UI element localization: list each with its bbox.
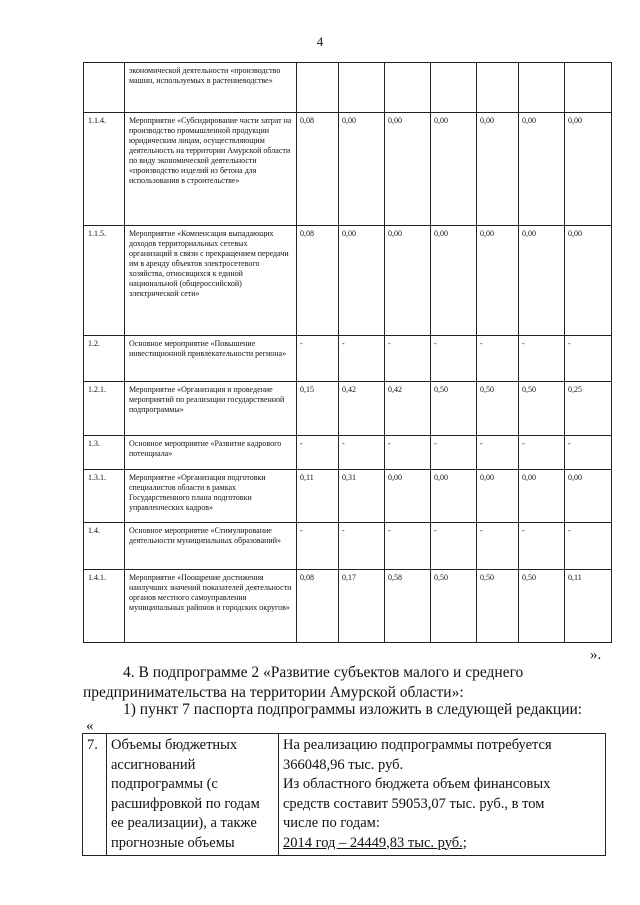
value-cell: 0,31 bbox=[339, 470, 385, 523]
budget-row bbox=[83, 734, 606, 856]
row-description-cell: Основное мероприятие «Повышение инвестиционной привлекательности региона» bbox=[125, 336, 297, 382]
budget-table bbox=[82, 733, 606, 856]
value-cell: - bbox=[339, 336, 385, 382]
table-row bbox=[84, 382, 612, 436]
budget-left-line: ее реализации), а также bbox=[111, 815, 257, 831]
indicators-table bbox=[83, 62, 612, 643]
table-row bbox=[84, 63, 612, 113]
value-cell: - bbox=[565, 436, 612, 470]
row-description-cell: Мероприятие «Компенсация выпадающих доходов территориальных сетевых организаций в связи с прекращением передачи им в аренду объектов электросетевого хозяйства, относящихся к единой национальной (общероссийской) электрической сети» bbox=[125, 226, 297, 336]
page-number: 4 bbox=[316, 34, 324, 49]
table-row bbox=[84, 113, 612, 226]
value-cell: 0,00 bbox=[565, 113, 612, 226]
value-cell: 0,00 bbox=[477, 113, 519, 226]
value-cell: 0,50 bbox=[431, 382, 477, 436]
value-cell: 0,17 bbox=[339, 570, 385, 643]
value-cell bbox=[477, 63, 519, 113]
value-cell: - bbox=[385, 436, 431, 470]
value-cell: - bbox=[477, 523, 519, 570]
value-cell: 0,50 bbox=[519, 570, 565, 643]
value-cell: - bbox=[297, 436, 339, 470]
value-cell: - bbox=[477, 436, 519, 470]
value-cell: 0,00 bbox=[431, 470, 477, 523]
value-cell: - bbox=[519, 436, 565, 470]
value-cell bbox=[339, 63, 385, 113]
value-cell: 0,42 bbox=[385, 382, 431, 436]
value-cell: - bbox=[385, 523, 431, 570]
value-cell: 0,00 bbox=[477, 470, 519, 523]
value-cell: - bbox=[431, 523, 477, 570]
budget-left-line: подпрограммы (с bbox=[111, 776, 218, 792]
value-cell: 0,00 bbox=[431, 113, 477, 226]
row-number-cell: 1.2.1. bbox=[84, 382, 125, 436]
paragraph-item-1: 1) пункт 7 паспорта подпрограммы изложить в следующей редакции: bbox=[123, 701, 583, 718]
value-cell: - bbox=[339, 523, 385, 570]
value-cell: 0,00 bbox=[385, 470, 431, 523]
value-cell: 0,25 bbox=[565, 382, 612, 436]
paragraph-4-line2: предпринимательства на территории Амурской области»: bbox=[83, 684, 464, 701]
value-cell bbox=[431, 63, 477, 113]
budget-right-line: 2014 год – 24449,83 тыс. руб.; bbox=[283, 834, 467, 851]
value-cell bbox=[519, 63, 565, 113]
budget-right-line: числе по годам: bbox=[283, 815, 380, 831]
budget-left-cell bbox=[107, 734, 279, 856]
row-number-cell bbox=[84, 63, 125, 113]
budget-right-line: Из областного бюджета объем финансовых bbox=[283, 776, 551, 792]
budget-num: 7. bbox=[83, 734, 107, 856]
value-cell: 0,11 bbox=[565, 570, 612, 643]
value-cell bbox=[385, 63, 431, 113]
value-cell: 0,50 bbox=[519, 382, 565, 436]
closing-quote: ». bbox=[590, 647, 602, 663]
value-cell: - bbox=[431, 336, 477, 382]
row-number-cell: 1.1.5. bbox=[84, 226, 125, 336]
value-cell: - bbox=[297, 336, 339, 382]
value-cell: 0,00 bbox=[519, 113, 565, 226]
row-number-cell: 1.4.1. bbox=[84, 570, 125, 643]
table-row bbox=[84, 436, 612, 470]
value-cell: - bbox=[477, 336, 519, 382]
paragraph-4-line1: 4. В подпрограмме 2 «Развитие субъектов малого и среднего bbox=[123, 664, 524, 681]
row-description-cell: экономической деятельности «производство машин, используемых в растениеводстве» bbox=[125, 63, 297, 113]
value-cell: 0,11 bbox=[297, 470, 339, 523]
value-cell: 0,58 bbox=[385, 570, 431, 643]
value-cell: 0,00 bbox=[565, 226, 612, 336]
value-cell: - bbox=[297, 523, 339, 570]
table-row bbox=[84, 226, 612, 336]
table-row bbox=[84, 336, 612, 382]
value-cell: 0,50 bbox=[477, 382, 519, 436]
value-cell: - bbox=[565, 336, 612, 382]
row-number-cell: 1.4. bbox=[84, 523, 125, 570]
value-cell: 0,42 bbox=[339, 382, 385, 436]
value-cell: - bbox=[431, 436, 477, 470]
row-description-cell: Мероприятие «Организация и проведение мероприятий по реализации государственной подпрограммы» bbox=[125, 382, 297, 436]
row-description-cell: Мероприятие «Поощрение достижения наилучших значений показателей деятельности органов местного самоуправления муниципальных районов и городских округов» bbox=[125, 570, 297, 643]
value-cell: 0,15 bbox=[297, 382, 339, 436]
row-number-cell: 1.2. bbox=[84, 336, 125, 382]
value-cell: 0,00 bbox=[339, 226, 385, 336]
budget-right-line: 366048,96 тыс. руб. bbox=[283, 756, 404, 773]
value-cell: 0,00 bbox=[519, 470, 565, 523]
budget-right-line: средств составит 59053,07 тыс. руб., в том bbox=[283, 795, 545, 812]
value-cell: 0,08 bbox=[297, 570, 339, 643]
value-cell: - bbox=[519, 336, 565, 382]
table-row bbox=[84, 470, 612, 523]
budget-right-cell bbox=[279, 734, 606, 856]
row-description-cell: Основное мероприятие «Стимулирование деятельности муниципальных образований» bbox=[125, 523, 297, 570]
row-number-cell: 1.3.1. bbox=[84, 470, 125, 523]
value-cell: 0,00 bbox=[431, 226, 477, 336]
table-row bbox=[84, 523, 612, 570]
value-cell: 0,00 bbox=[385, 113, 431, 226]
budget-right-line: На реализацию подпрограммы потребуется bbox=[283, 737, 552, 753]
value-cell bbox=[565, 63, 612, 113]
row-number-cell: 1.3. bbox=[84, 436, 125, 470]
budget-left-line: расшифровкой по годам bbox=[111, 795, 260, 812]
opening-quote: « bbox=[86, 718, 94, 734]
value-cell: 0,50 bbox=[477, 570, 519, 643]
row-description-cell: Основное мероприятие «Развитие кадрового потенциала» bbox=[125, 436, 297, 470]
table-row bbox=[84, 570, 612, 643]
value-cell: 0,08 bbox=[297, 226, 339, 336]
budget-left-line: прогнозные объемы bbox=[111, 834, 235, 851]
value-cell: 0,00 bbox=[385, 226, 431, 336]
value-cell: - bbox=[519, 523, 565, 570]
value-cell: 0,00 bbox=[565, 470, 612, 523]
row-description-cell: Мероприятие «Организация подготовки специалистов области в рамках Государственного плана подготовки управленческих кадров» bbox=[125, 470, 297, 523]
value-cell bbox=[297, 63, 339, 113]
row-description-cell: Мероприятие «Субсидирование части затрат на производство промышленной продукции юридическим лицам, осуществляющим деятельность на территории Амурской области по виду экономической деятельности «производство изделий из бетона для использования в строительстве» bbox=[125, 113, 297, 226]
row-number-cell: 1.1.4. bbox=[84, 113, 125, 226]
value-cell: 0,00 bbox=[519, 226, 565, 336]
value-cell: 0,08 bbox=[297, 113, 339, 226]
value-cell: 0,00 bbox=[339, 113, 385, 226]
value-cell: - bbox=[565, 523, 612, 570]
value-cell: - bbox=[339, 436, 385, 470]
budget-left-line: ассигнований bbox=[111, 756, 196, 773]
budget-left-line: Объемы бюджетных bbox=[111, 737, 238, 753]
value-cell: 0,50 bbox=[431, 570, 477, 643]
value-cell: 0,00 bbox=[477, 226, 519, 336]
value-cell: - bbox=[385, 336, 431, 382]
